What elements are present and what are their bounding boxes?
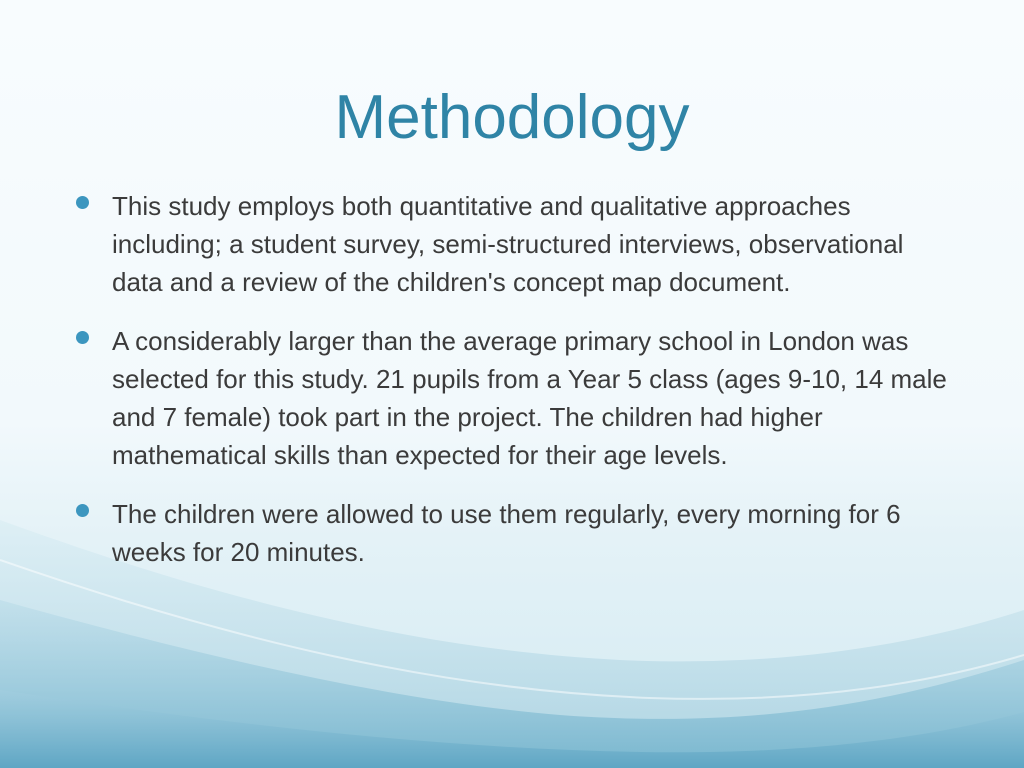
- bullet-dot-icon: [76, 504, 89, 517]
- slide-title: Methodology: [334, 83, 690, 152]
- bullet-text: This study employs both quantitative and qualitative approaches including; a student survey, semi-structured interviews, observational data and a review of the children's concept map document.: [112, 191, 904, 297]
- bullet-item: [74, 495, 954, 571]
- bullet-item: [74, 187, 954, 301]
- bullet-list: [74, 187, 954, 592]
- bullet-dot-icon: [76, 196, 89, 209]
- bullet-text: A considerably larger than the average primary school in London was selected for this study. 21 pupils from a Year 5 class (ages 9-10, 14 male and 7 female) took part in the project. The children had higher mathematical skills than expected for their age levels.: [112, 326, 947, 470]
- bullet-item: [74, 322, 954, 474]
- bullet-text: The children were allowed to use them regularly, every morning for 6 weeks for 20 minutes.: [112, 499, 901, 567]
- bullet-dot-icon: [76, 331, 89, 344]
